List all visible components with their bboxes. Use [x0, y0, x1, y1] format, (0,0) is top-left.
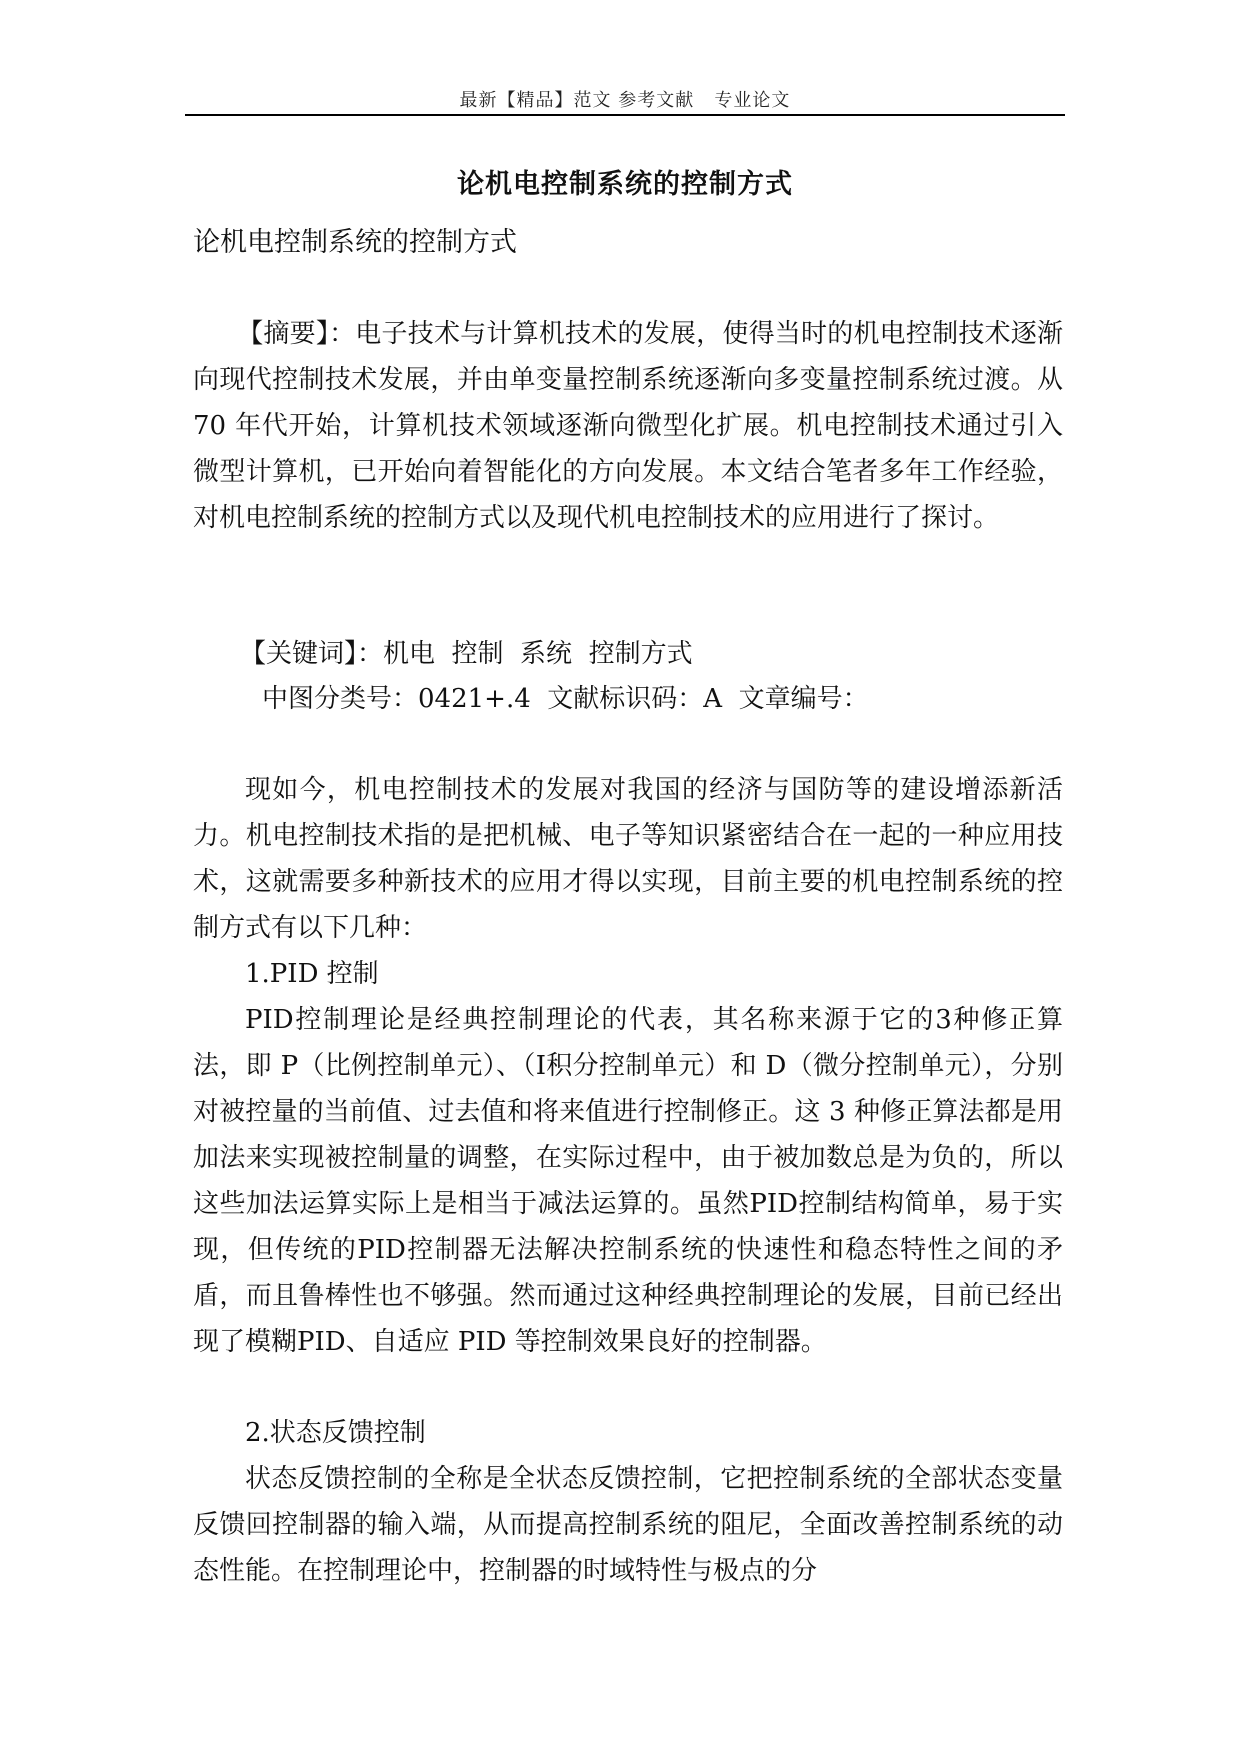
state-feedback-paragraph: 状态反馈控制的全称是全状态反馈控制，它把控制系统的全部状态变量反馈回控制器的输入端，从而提高控制系统的阻尼，全面改善控制系统的动态性能。在控制理论中，控制器的时域特性与极点的分 [193, 1464, 1063, 1586]
keywords-line: 【关键词】：机电 控制 系统 控制方式 [240, 639, 693, 669]
pid-paragraph: PID控制理论是经典控制理论的代表，其名称来源于它的3种修正算法，即 P（比例控制单元）、（I积分控制单元）和 D（微分控制单元），分别对被控量的当前值、过去值和将来值进行控制修正。这 3 种修正算法都是用加法来实现被控制量的调整，在实际过程中，由于被加数总是为负的，所以这些加法运算实际上是相当于减法运算的。虽然PID控制结构简单，易于实现，但传统的PID控制器无法解决控制系统的快速性和稳态特性之间的矛盾，而且鲁棒性也不够强。然而通过这种经典控制理论的发展，目前已经出现了模糊PID、自适应 PID 等控制效果良好的控制器。 [193, 1005, 1063, 1357]
section-heading-pid: 1.PID 控制 [245, 959, 379, 989]
abstract-paragraph [193, 311, 1063, 541]
abstract-text: 【摘要】：电子技术与计算机技术的发展，使得当时的机电控制技术逐渐向现代控制技术发展，并由单变量控制系统逐渐向多变量控制系统过渡。从 70 年代开始，计算机技术领域逐渐向微型化扩展。机电控制技术通过引入微型计算机，已开始向着智能化的方向发展。本文结合笔者多年工作经验，对机电控制系统的控制方式以及现代机电控制技术的应用进行了探讨。 [193, 319, 1063, 533]
document-title: 论机电控制系统的控制方式 [457, 169, 793, 200]
running-header: 最新【精品】范文 参考文献 专业论文 [459, 90, 791, 111]
header-rule [185, 114, 1065, 116]
classification-line: 中图分类号：0421+.4 文献标识码：A 文章编号： [262, 684, 869, 714]
section-heading-state-feedback: 2.状态反馈控制 [245, 1418, 426, 1448]
intro-paragraph: 现如今，机电控制技术的发展对我国的经济与国防等的建设增添新活力。机电控制技术指的是把机械、电子等知识紧密结合在一起的一种应用技术，这就需要多种新技术的应用才得以实现，目前主要的机电控制系统的控制方式有以下几种： [193, 775, 1063, 943]
document-subtitle: 论机电控制系统的控制方式 [193, 227, 517, 258]
